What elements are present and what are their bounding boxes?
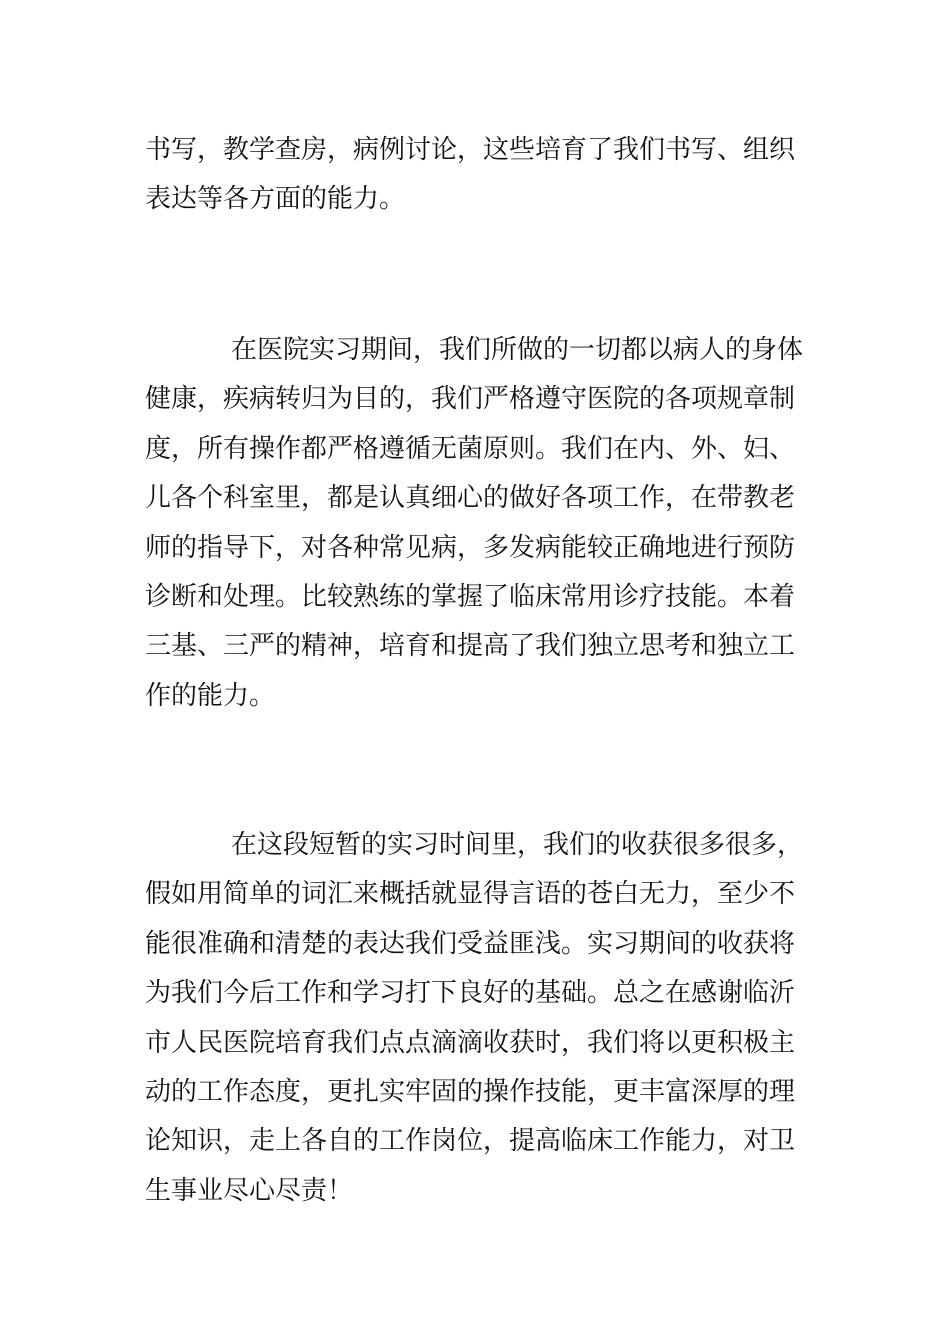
paragraph-3: [145, 821, 807, 1216]
text-line: 作的能力。: [145, 680, 276, 711]
text-line: 假如用简单的词汇来概括就显得言语的苍白无力，至少不: [145, 879, 796, 910]
text-line: 在医院实习期间，我们所做的一切都以病人的身体: [231, 335, 804, 365]
text-line: 三基、三严的精神，培育和提高了我们独立思考和独立工: [145, 631, 796, 662]
paragraph-2: [145, 326, 807, 721]
text-line: 健康，疾病转归为目的，我们严格遵守医院的各项规章制: [145, 384, 796, 415]
text-line: 在这段短暂的实习时间里，我们的收获很多很多，: [231, 830, 804, 860]
text-line: 市人民医院培育我们点点滴滴收获时，我们将以更积极主: [145, 1027, 796, 1058]
text-line: 生事业尽心尽责！: [145, 1175, 354, 1206]
text-line: 表达等各方面的能力。: [145, 184, 406, 215]
text-line: 为我们今后工作和学习打下良好的基础。总之在感谢临沂: [145, 978, 796, 1009]
text-line: 儿各个科室里，都是认真细心的做好各项工作，在带教老: [145, 483, 796, 514]
text-line: 论知识，走上各自的工作岗位，提高临床工作能力，对卫: [145, 1126, 796, 1157]
paragraph-1: [145, 126, 807, 225]
text-line: 动的工作态度，更扎实牢固的操作技能，更丰富深厚的理: [145, 1076, 796, 1107]
text-line: 书写，教学查房，病例讨论，这些培育了我们书写、组织: [145, 135, 796, 165]
text-line: 师的指导下，对各种常见病，多发病能较正确地进行预防: [145, 532, 796, 563]
text-line: 诊断和处理。比较熟练的掌握了临床常用诊疗技能。本着: [145, 581, 796, 612]
text-line: 能很准确和清楚的表达我们受益匪浅。实习期间的收获将: [145, 928, 796, 959]
text-line: 度，所有操作都严格遵循无菌原则。我们在内、外、妇、: [145, 433, 796, 464]
